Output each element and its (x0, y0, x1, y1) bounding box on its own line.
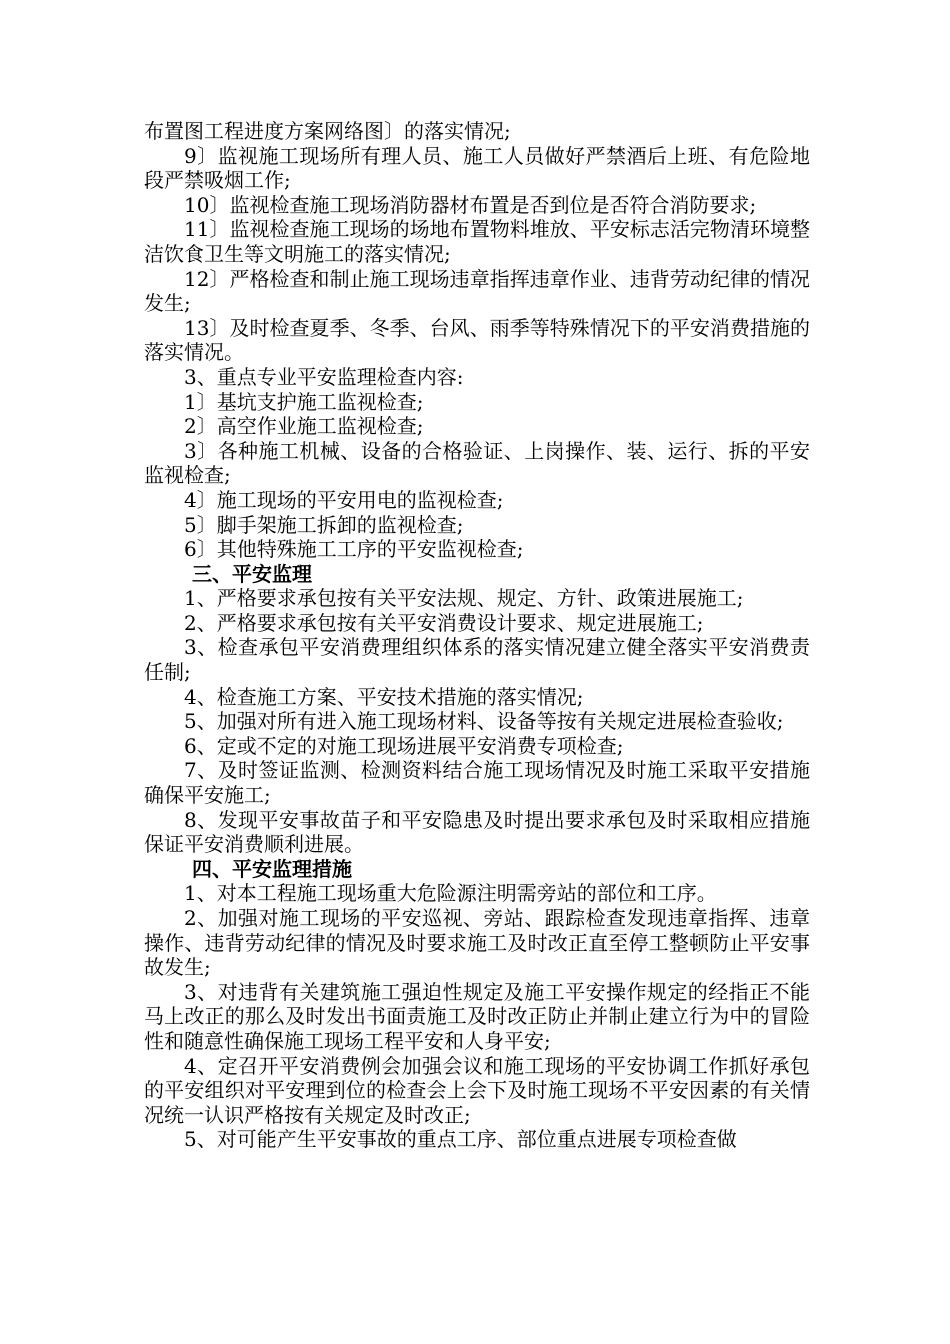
list-item: 5、对可能产生平安事故的重点工序、部位重点进展专项检查做 (184, 1127, 737, 1152)
list-item: 8、发现平安事故苗子和平安隐患及时提出要求承包及时采取相应措施保证平安消费顺利进展。 (144, 807, 810, 857)
list-item: 5、加强对所有进入施工现场材料、设备等按有关规定进展检查验收; (184, 709, 784, 734)
list-item: 2、加强对施工现场的平安巡视、旁站、跟踪检查发现违章指挥、违章操作、违背劳动纪律的情况及时要求施工及时改正直至停工整顿防止平安事故发生; (144, 906, 810, 980)
list-item: 12〕严格检查和制止施工现场违章指挥违章作业、违背劳动纪律的情况发生; (144, 266, 810, 316)
paragraph: 布置图工程进度方案网络图〕的落实情况; (144, 119, 511, 143)
list-item: 4、检查施工方案、平安技术措施的落实情况; (184, 684, 584, 709)
list-item: 6、定或不定的对施工现场进展平安消费专项检查; (184, 733, 624, 758)
list-item: 13〕及时检查夏季、冬季、台风、雨季等特殊情况下的平安消费措施的落实情况。 (144, 315, 810, 365)
list-item: 3、检查承包平安消费理组织体系的落实情况建立健全落实平安消费责任制; (144, 635, 810, 685)
list-item: 10〕监视检查施工现场消防器材布置是否到位是否符合消防要求; (184, 192, 757, 217)
list-item: 9〕监视施工现场所有理人员、施工人员做好严禁酒后上班、有危险地段严禁吸烟工作; (144, 143, 810, 193)
list-item: 1、严格要求承包按有关平安法规、规定、方针、政策进展施工; (184, 586, 744, 611)
list-item: 4〕施工现场的平安用电的监视检查; (184, 487, 504, 512)
list-item: 3〕各种施工机械、设备的合格验证、上岗操作、装、运行、拆的平安监视检查; (144, 438, 810, 488)
list-item: 2〕高空作业施工监视检查; (184, 414, 424, 439)
list-item: 3、对违背有关建筑施工强迫性规定及施工平安操作规定的经指正不能马上改正的那么及时发出书面责施工及时改正防止并制止建立行为中的冒险性和随意性确保施工现场工程平安和人身平安; (144, 979, 810, 1053)
list-item: 5〕脚手架施工拆卸的监视检查; (184, 512, 464, 537)
document-page (144, 119, 810, 1152)
list-item: 1、对本工程施工现场重大危险源注明需旁站的部位和工序。 (184, 881, 717, 906)
list-item: 1〕基坑支护施工监视检查; (184, 389, 424, 414)
section-heading: 四、平安监理措施 (192, 856, 352, 881)
section-heading: 三、平安监理 (192, 561, 312, 586)
list-item: 2、严格要求承包按有关平安消费设计要求、规定进展施工; (184, 610, 704, 635)
section-subtitle: 3、重点专业平安监理检查内容: (184, 364, 464, 389)
list-item: 7、及时签证监测、检测资料结合施工现场情况及时施工采取平安措施确保平安施工; (144, 758, 810, 808)
list-item: 6〕其他特殊施工工序的平安监视检查; (184, 537, 524, 562)
list-item: 4、定召开平安消费例会加强会议和施工现场的平安协调工作抓好承包的平安组织对平安理到位的检查会上会下及时施工现场不平安因素的有关情况统一认识严格按有关规定及时改正; (144, 1053, 810, 1127)
list-item: 11〕监视检查施工现场的场地布置物料堆放、平安标志活完物清环境整洁饮食卫生等文明施工的落实情况; (144, 217, 810, 266)
